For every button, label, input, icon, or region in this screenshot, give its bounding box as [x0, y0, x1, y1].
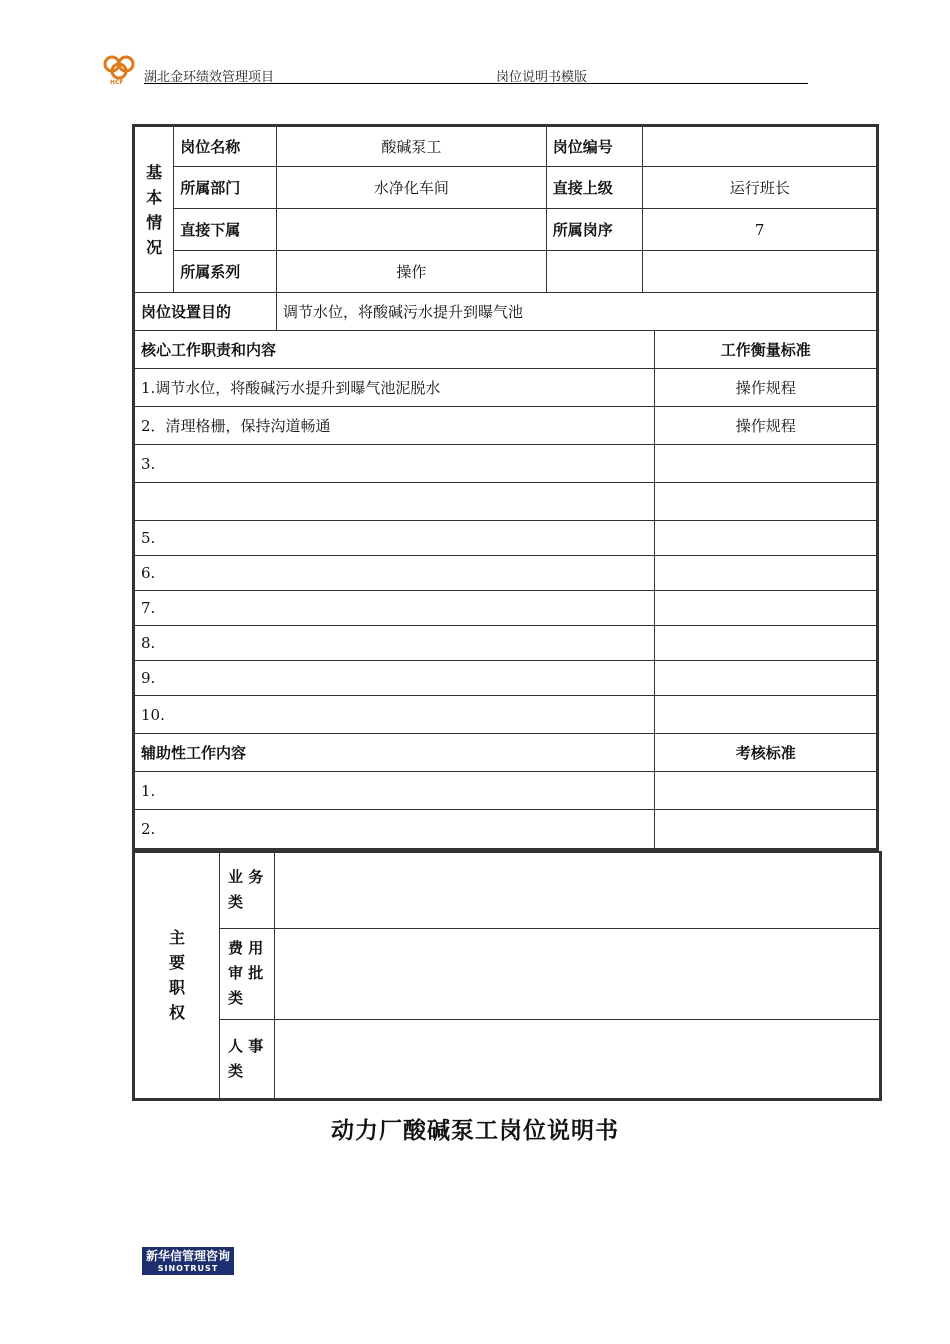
aux-duty-standard	[655, 772, 878, 810]
authority-hr-label: 人 事 类	[220, 1019, 275, 1099]
core-duty-standard	[655, 626, 878, 661]
core-duty-text: 1.调节水位，将酸碱污水提升到曝气池泥脱水	[134, 369, 655, 407]
department-value: 水净化车间	[276, 167, 546, 209]
basic-section-label: 基 本 情 况	[134, 126, 174, 293]
job-info-table	[132, 124, 879, 851]
core-duty-text: 10.	[134, 696, 655, 734]
job-description-sheet	[132, 124, 879, 1101]
series-label: 所属系列	[174, 251, 277, 293]
authority-expense-label: 费 用 审 批 类	[220, 928, 275, 1019]
authority-row	[134, 852, 881, 928]
table-row	[134, 591, 878, 626]
purpose-row	[134, 293, 878, 331]
core-duty-standard	[655, 483, 878, 521]
aux-standard-header: 考核标准	[655, 734, 878, 772]
core-duty-standard	[655, 556, 878, 591]
core-duty-text: 3.	[134, 445, 655, 483]
core-header-row	[134, 331, 878, 369]
core-duty-text: 6.	[134, 556, 655, 591]
basic-row-1	[134, 126, 878, 167]
core-duty-standard	[655, 445, 878, 483]
superior-value: 运行班长	[643, 167, 878, 209]
core-duty-text	[134, 483, 655, 521]
consultant-logo-en: SINOTRUST	[157, 1264, 219, 1273]
core-standard-header: 工作衡量标准	[655, 331, 878, 369]
department-label: 所属部门	[174, 167, 277, 209]
table-row	[134, 556, 878, 591]
core-duty-text: 5.	[134, 521, 655, 556]
basic-row-3	[134, 209, 878, 251]
purpose-text: 调节水位，将酸碱污水提升到曝气池	[276, 293, 877, 331]
subordinate-label: 直接下属	[174, 209, 277, 251]
table-row	[134, 369, 878, 407]
authority-section-label: 主 要 职 权	[134, 852, 220, 1099]
series-value: 操作	[276, 251, 546, 293]
authority-row	[134, 928, 881, 1019]
basic-row-4	[134, 251, 878, 293]
table-row	[134, 521, 878, 556]
empty-cell	[643, 251, 878, 293]
logo-text: HCF	[110, 79, 124, 86]
core-duty-standard: 操作规程	[655, 407, 878, 445]
table-row	[134, 445, 878, 483]
consultant-logo	[142, 1247, 234, 1275]
consultant-logo-cn: 新华信管理咨询	[145, 1249, 230, 1263]
core-duty-standard: 操作规程	[655, 369, 878, 407]
core-duties-header: 核心工作职责和内容	[134, 331, 655, 369]
table-row	[134, 810, 878, 850]
position-name-value: 酸碱泵工	[276, 126, 546, 167]
purpose-label: 岗位设置目的	[134, 293, 277, 331]
authority-business-text	[275, 852, 881, 928]
table-row	[134, 772, 878, 810]
table-row	[134, 626, 878, 661]
header-divider	[144, 83, 808, 84]
aux-duties-header: 辅助性工作内容	[134, 734, 655, 772]
empty-cell	[546, 251, 643, 293]
core-duty-text: 7.	[134, 591, 655, 626]
aux-duty-text: 2.	[134, 810, 655, 850]
authority-business-label: 业 务 类	[220, 852, 275, 928]
position-no-value	[643, 126, 878, 167]
position-no-label: 岗位编号	[546, 126, 643, 167]
aux-duty-text: 1.	[134, 772, 655, 810]
subordinate-value	[276, 209, 546, 251]
core-duty-standard	[655, 661, 878, 696]
sequence-value: 7	[643, 209, 878, 251]
sequence-label: 所属岗序	[546, 209, 643, 251]
authority-hr-text	[275, 1019, 881, 1099]
table-row	[134, 661, 878, 696]
core-duty-text: 9.	[134, 661, 655, 696]
core-duty-standard	[655, 696, 878, 734]
document-title: 动力厂酸碱泵工岗位说明书	[331, 1118, 619, 1144]
core-duty-standard	[655, 591, 878, 626]
authority-expense-text	[275, 928, 881, 1019]
template-name: 岗位说明书模版	[496, 70, 588, 85]
page-header	[100, 52, 808, 88]
table-row	[134, 696, 878, 734]
core-duty-text: 8.	[134, 626, 655, 661]
table-row	[134, 407, 878, 445]
core-duty-text: 2．清理格栅，保持沟道畅通	[134, 407, 655, 445]
core-duty-standard	[655, 521, 878, 556]
authority-table	[132, 851, 882, 1101]
position-name-label: 岗位名称	[174, 126, 277, 167]
basic-row-2	[134, 167, 878, 209]
aux-header-row	[134, 734, 878, 772]
project-name: 湖北金环绩效管理项目	[144, 70, 275, 85]
aux-duty-standard	[655, 810, 878, 850]
authority-row	[134, 1019, 881, 1099]
superior-label: 直接上级	[546, 167, 643, 209]
table-row	[134, 483, 878, 521]
